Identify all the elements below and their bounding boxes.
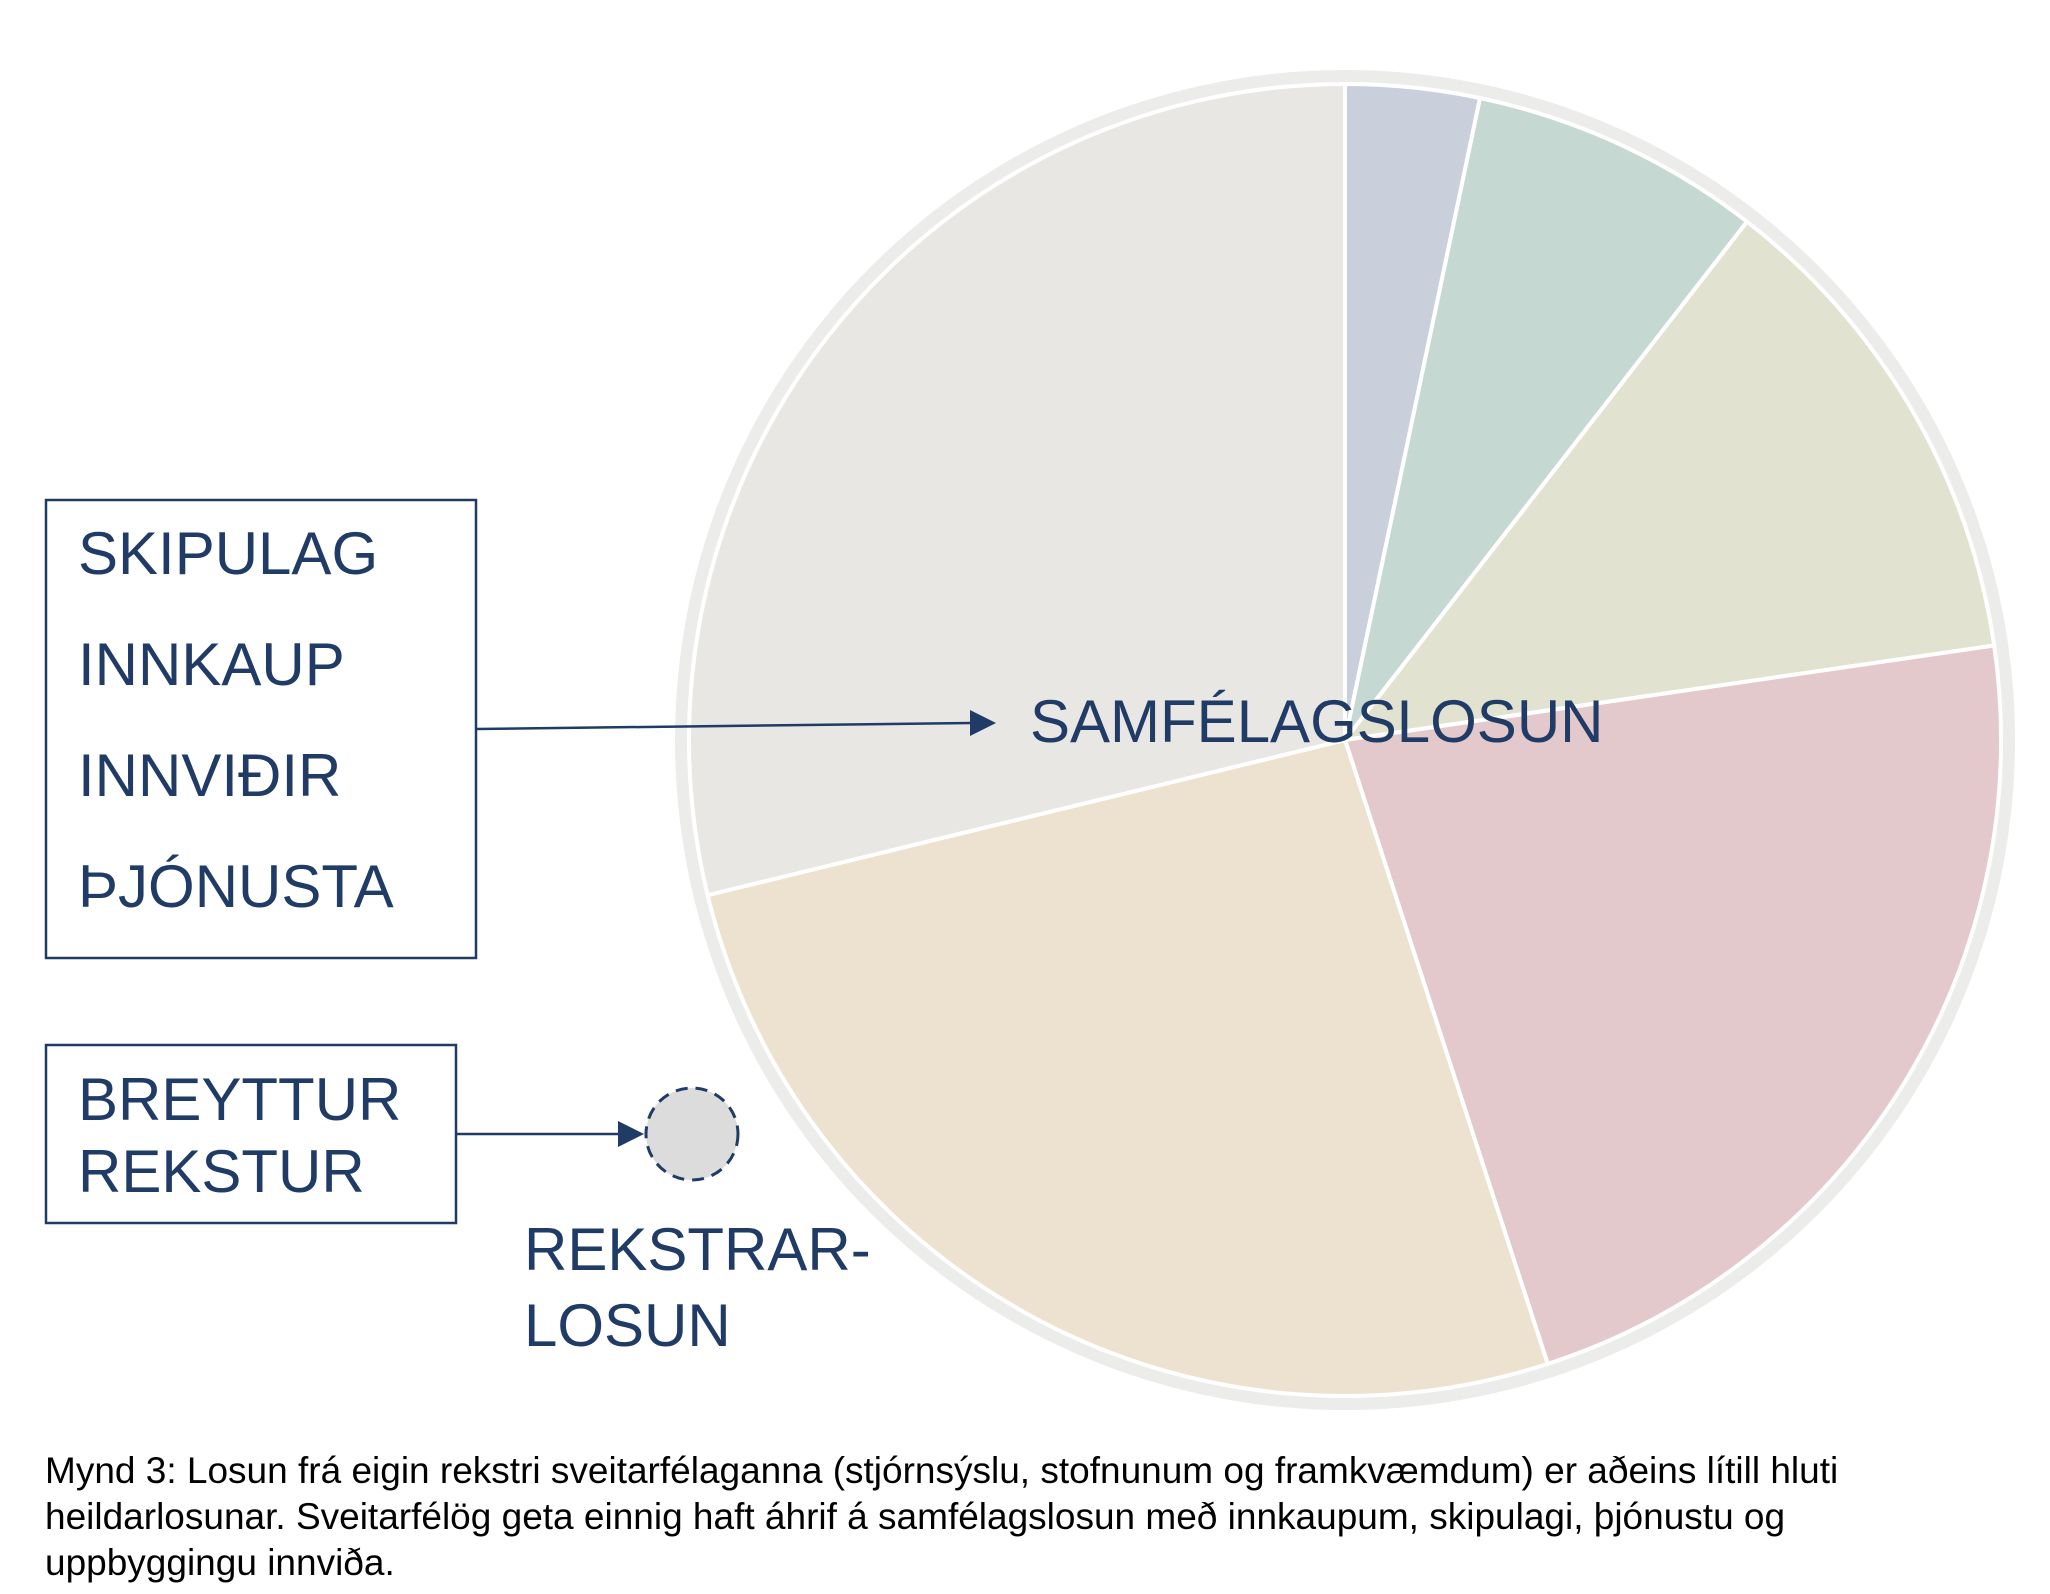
operations-line-rekstur: REKSTUR	[78, 1138, 365, 1205]
activities-line-skipulag: SKIPULAG	[78, 520, 379, 587]
community-emissions-label: SAMFÉLAGSLOSUN	[1030, 688, 1604, 755]
operational-emissions-circle	[646, 1088, 738, 1180]
arrowhead-operational	[618, 1121, 644, 1147]
operations-line-breyttur: BREYTTUR	[78, 1066, 402, 1133]
figure-caption: Mynd 3: Losun frá eigin rekstri sveitarfélaganna (stjórnsýslu, stofnunum og framkvæmdum) er aðeins lítill hluti heildarlosunar. Sveitarfélög geta einnig haft áhrif á samfélagslosun með innkaupum, skipulagi, þjónustu og uppbyggingu innviða.	[45, 1450, 1839, 1583]
operational-emissions-label-line2: LOSUN	[524, 1292, 731, 1359]
operational-emissions-label-line1: REKSTRAR-	[524, 1216, 871, 1283]
activities-line-innvidir: INNVIÐIR	[78, 742, 342, 809]
activities-line-thjonusta: ÞJÓNUSTA	[78, 853, 394, 920]
activities-line-innkaup: INNKAUP	[78, 631, 345, 698]
